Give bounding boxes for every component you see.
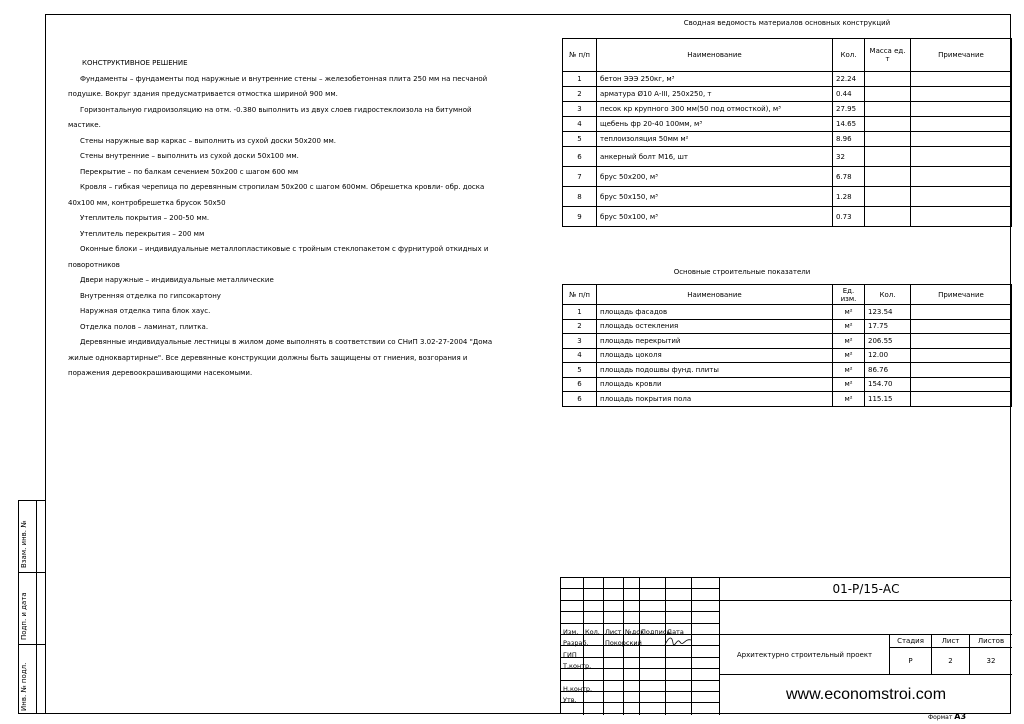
table-cell: площадь цоколя bbox=[597, 348, 833, 363]
table-row bbox=[563, 187, 1012, 207]
notes-paragraph: Горизонтальную гидроизоляцию на отм. -0.380 выполнить из двух слоев гидростеклоизола на битумной мастике. bbox=[68, 105, 472, 129]
table-cell: м² bbox=[833, 392, 865, 407]
side-cell-inv bbox=[19, 645, 46, 715]
table-cell: арматура Ø10 А-III, 250х250, т bbox=[597, 87, 833, 102]
col-header: Кол. bbox=[833, 39, 865, 72]
table-cell bbox=[911, 187, 1012, 207]
materials-table bbox=[562, 38, 1012, 227]
table-cell bbox=[911, 392, 1012, 407]
title-block-role: Т.контр. bbox=[563, 662, 592, 671]
col-header: Кол. bbox=[865, 285, 911, 305]
title-block-role: ГИП bbox=[563, 650, 577, 659]
side-stamp bbox=[18, 500, 46, 714]
table-cell bbox=[911, 363, 1012, 378]
table-cell: 115.15 bbox=[865, 392, 911, 407]
table-cell: площадь кровли bbox=[597, 377, 833, 392]
table-cell: 6 bbox=[563, 377, 597, 392]
table-cell: 1 bbox=[563, 72, 597, 87]
col-header: Примечание bbox=[911, 285, 1012, 305]
table-cell bbox=[911, 319, 1012, 334]
col-header: Примечание bbox=[911, 39, 1012, 72]
table-cell: 1 bbox=[563, 305, 597, 320]
table-row bbox=[563, 72, 1012, 87]
col-header: № п/п bbox=[563, 285, 597, 305]
table-cell: 154.70 bbox=[865, 377, 911, 392]
table-row bbox=[563, 348, 1012, 363]
table-cell: 2 bbox=[563, 87, 597, 102]
table-row bbox=[563, 334, 1012, 349]
side-label: Подп. и дата bbox=[20, 592, 28, 640]
table-header-row bbox=[563, 39, 1012, 72]
table-cell: 2 bbox=[563, 319, 597, 334]
table-cell bbox=[865, 167, 911, 187]
table-cell: м² bbox=[833, 377, 865, 392]
table-cell: анкерный болт М16, шт bbox=[597, 147, 833, 167]
notes-paragraph: Деревянные индивидуальные лестницы в жилом доме выполнять в соответствии со СНиП 3.02-27-2004 "Дома жилые одноквартирные". Все деревянные конструкции должны быть защищены от гниения, возгорания и поражения деревоокрашивающими насекомыми. bbox=[68, 338, 493, 377]
table-cell bbox=[865, 102, 911, 117]
table-row bbox=[563, 392, 1012, 407]
col-header: Наименование bbox=[597, 39, 833, 72]
table-cell: 4 bbox=[563, 117, 597, 132]
indicators-table bbox=[562, 284, 1012, 407]
signature-icon bbox=[663, 634, 693, 648]
sheet-cell bbox=[931, 635, 969, 675]
table-cell bbox=[865, 187, 911, 207]
title-block-col-header: Кол. bbox=[585, 628, 600, 636]
title-block-role: Н.контр. bbox=[563, 685, 593, 693]
table-cell: теплоизоляция 50мм м² bbox=[597, 132, 833, 147]
table-cell: 86.76 bbox=[865, 363, 911, 378]
title-block-grid bbox=[561, 578, 719, 714]
notes-paragraph: Внутренняя отделка по гипсокартону bbox=[80, 291, 221, 300]
table-row bbox=[563, 305, 1012, 320]
sheets-cell bbox=[969, 635, 1012, 675]
table-cell bbox=[911, 147, 1012, 167]
table-cell: 0.44 bbox=[833, 87, 865, 102]
notes-paragraph: Утеплитель покрытия – 200-50 мм. bbox=[80, 214, 210, 222]
table-cell bbox=[911, 207, 1012, 227]
notes-paragraph: Перекрытие – по балкам сечением 50х200 с шагом 600 мм bbox=[80, 167, 299, 176]
table-cell: 6 bbox=[563, 392, 597, 407]
organization-website: www.economstroi.com bbox=[719, 675, 1012, 715]
col-header: Ед. изм. bbox=[833, 285, 865, 305]
project-name: Архитектурно строительный проект bbox=[719, 635, 889, 675]
table-cell: площадь покрытия пола bbox=[597, 392, 833, 407]
title-block-row bbox=[561, 692, 719, 703]
table-cell: щебень фр 20-40 100мм, м³ bbox=[597, 117, 833, 132]
table-cell: 5 bbox=[563, 132, 597, 147]
col-header: Наименование bbox=[597, 285, 833, 305]
sheets-label: Листов bbox=[970, 635, 1012, 648]
notes-paragraph: Наружная отделка типа блок хаус. bbox=[80, 307, 211, 315]
table-cell: 6 bbox=[563, 147, 597, 167]
title-block-row bbox=[561, 589, 719, 600]
developer-name: Покорский bbox=[605, 639, 642, 648]
side-label: Взам. инв. № bbox=[20, 520, 28, 568]
table-row bbox=[563, 147, 1012, 167]
table-cell bbox=[911, 132, 1012, 147]
table-cell: 0.73 bbox=[833, 207, 865, 227]
table-cell bbox=[911, 167, 1012, 187]
title-block-row bbox=[561, 578, 719, 589]
construction-notes bbox=[68, 56, 498, 382]
table-cell: 32 bbox=[833, 147, 865, 167]
title-block-col-header: Изм. bbox=[563, 628, 579, 636]
notes-paragraph: Кровля – гибкая черепица по деревянным стропилам 50х200 с шагом 600мм. Обрешетка кровли- обр. доска 40х100 мм, контробрешетка брусок 50х50 bbox=[68, 183, 485, 207]
side-cell-replace bbox=[19, 501, 46, 573]
table-cell bbox=[911, 305, 1012, 320]
table-cell: м² bbox=[833, 319, 865, 334]
table-row bbox=[563, 377, 1012, 392]
table-cell: 9 bbox=[563, 207, 597, 227]
table-row bbox=[563, 167, 1012, 187]
notes-paragraph: Стены наружные вар каркас – выполнить из сухой доски 50х200 мм. bbox=[80, 136, 336, 145]
title-block-col-line bbox=[603, 578, 604, 715]
table-cell: брус 50х150, м³ bbox=[597, 187, 833, 207]
notes-paragraph: Утеплитель перекрытия – 200 мм bbox=[80, 229, 205, 238]
table-row bbox=[563, 132, 1012, 147]
table-cell bbox=[865, 72, 911, 87]
title-block-row bbox=[561, 669, 719, 680]
stage-value: Р bbox=[908, 657, 913, 665]
title-block-col-header: Лист bbox=[605, 628, 622, 636]
table-row bbox=[563, 87, 1012, 102]
sheet-label: Лист bbox=[932, 635, 969, 648]
table-cell: м² bbox=[833, 305, 865, 320]
table-cell bbox=[911, 102, 1012, 117]
table-cell bbox=[865, 207, 911, 227]
table-cell: м² bbox=[833, 363, 865, 378]
indicators-caption: Основные строительные показатели bbox=[673, 268, 811, 276]
format-value: А3 bbox=[954, 712, 967, 721]
table-cell bbox=[911, 334, 1012, 349]
format-caption: Формат bbox=[928, 714, 953, 721]
table-cell: м² bbox=[833, 334, 865, 349]
table-cell bbox=[911, 348, 1012, 363]
table-cell: м² bbox=[833, 348, 865, 363]
notes-heading: КОНСТРУКТИВНОЕ РЕШЕНИЕ bbox=[82, 59, 188, 67]
table-cell: брус 50х200, м³ bbox=[597, 167, 833, 187]
table-row bbox=[563, 363, 1012, 378]
table-cell: 206.55 bbox=[865, 334, 911, 349]
table-cell: бетон ЭЭЭ 250кг, м³ bbox=[597, 72, 833, 87]
side-cell-sign bbox=[19, 573, 46, 645]
table-cell: 8 bbox=[563, 187, 597, 207]
table-cell bbox=[865, 147, 911, 167]
table-cell bbox=[911, 72, 1012, 87]
stage-cell bbox=[889, 635, 931, 675]
table-cell bbox=[911, 87, 1012, 102]
table-row bbox=[563, 319, 1012, 334]
col-header: Масса ед. т bbox=[865, 39, 911, 72]
table-cell: 14.65 bbox=[833, 117, 865, 132]
side-label: Инв. № подл. bbox=[20, 662, 28, 711]
notes-paragraph: Фундаменты – фундаменты под наружные и внутренние стены – железобетонная плита 250 мм на песчаной подушке. Вокруг здания предусматривается отмостка шириной 900 мм. bbox=[68, 74, 488, 98]
table-cell bbox=[865, 117, 911, 132]
table-cell: 4 bbox=[563, 348, 597, 363]
table-header-row bbox=[563, 285, 1012, 305]
notes-paragraph: Оконные блоки – индивидуальные металлопластиковые с тройным стеклопакетом с фурнитурой откидных и поворотников bbox=[68, 245, 489, 269]
materials-caption: Сводная ведомость материалов основных конструкций bbox=[683, 19, 891, 27]
sheets-value: 32 bbox=[986, 657, 996, 665]
title-block-col-header: №док bbox=[625, 628, 645, 636]
notes-paragraph: Стены внутренние – выполнить из сухой доски 50х100 мм. bbox=[80, 152, 299, 160]
title-block-row bbox=[561, 646, 719, 657]
title-block-role: Утв. bbox=[563, 696, 577, 705]
table-cell: брус 50х100, м³ bbox=[597, 207, 833, 227]
format-label bbox=[928, 712, 966, 721]
table-cell: 5 bbox=[563, 363, 597, 378]
table-cell bbox=[911, 377, 1012, 392]
table-cell: 6.78 bbox=[833, 167, 865, 187]
table-row bbox=[563, 207, 1012, 227]
table-row bbox=[563, 117, 1012, 132]
table-cell: 3 bbox=[563, 102, 597, 117]
title-block-blank bbox=[719, 601, 1012, 635]
table-cell: 1.28 bbox=[833, 187, 865, 207]
table-cell: 3 bbox=[563, 334, 597, 349]
table-cell: 17.75 bbox=[865, 319, 911, 334]
title-block-col-header: Дата bbox=[667, 628, 684, 636]
table-row bbox=[563, 102, 1012, 117]
stage-label: Стадия bbox=[890, 635, 931, 648]
notes-paragraph: Двери наружные – индивидуальные металлические bbox=[80, 276, 274, 284]
document-code: 01-P/15-АС bbox=[719, 578, 1012, 601]
title-block-row bbox=[561, 601, 719, 612]
table-cell bbox=[911, 117, 1012, 132]
table-cell: песок кр крупного 300 мм(50 под отмосткой), м³ bbox=[597, 102, 833, 117]
title-block-col-header: Подпись bbox=[641, 628, 671, 636]
table-cell: 7 bbox=[563, 167, 597, 187]
table-cell bbox=[865, 132, 911, 147]
table-cell: 8.96 bbox=[833, 132, 865, 147]
table-cell: 123.54 bbox=[865, 305, 911, 320]
table-cell: 27.95 bbox=[833, 102, 865, 117]
table-cell: площадь подошвы фунд. плиты bbox=[597, 363, 833, 378]
table-cell: 12.00 bbox=[865, 348, 911, 363]
sheet-value: 2 bbox=[948, 657, 953, 665]
table-cell: площадь фасадов bbox=[597, 305, 833, 320]
col-header: № п/п bbox=[563, 39, 597, 72]
table-cell: 22.24 bbox=[833, 72, 865, 87]
notes-paragraph: Отделка полов – ламинат, плитка. bbox=[80, 322, 209, 331]
title-block bbox=[560, 577, 1011, 714]
table-cell bbox=[865, 87, 911, 102]
title-block-role: Разраб. bbox=[563, 639, 589, 648]
table-cell: площадь остекления bbox=[597, 319, 833, 334]
table-cell: площадь перекрытий bbox=[597, 334, 833, 349]
title-block-row bbox=[561, 612, 719, 623]
